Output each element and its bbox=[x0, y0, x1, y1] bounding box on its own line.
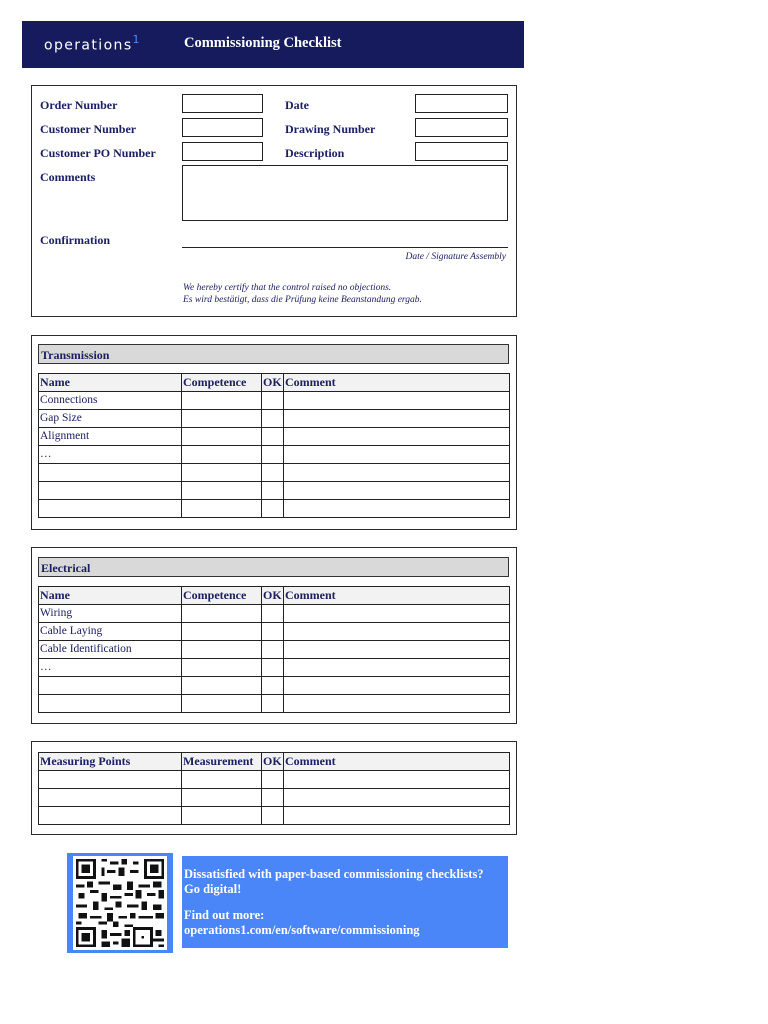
electrical-panel bbox=[31, 547, 517, 724]
header-banner bbox=[22, 21, 524, 68]
table-row bbox=[39, 428, 510, 446]
customer-number-label: Customer Number bbox=[40, 122, 137, 136]
order-number-field[interactable] bbox=[182, 94, 263, 113]
ok-cell[interactable] bbox=[262, 428, 284, 446]
promo-line-2: Go digital! bbox=[184, 882, 242, 896]
comment-cell[interactable] bbox=[284, 446, 510, 464]
ok-cell[interactable] bbox=[262, 807, 284, 825]
row-name-cell[interactable]: Connections bbox=[39, 392, 182, 410]
promo-link[interactable]: operations1.com/en/software/commissioning bbox=[184, 923, 420, 937]
comment-cell[interactable] bbox=[284, 641, 510, 659]
promo-line-3: Find out more: bbox=[184, 908, 265, 922]
certify-text-en: We hereby certify that the control raised no objections. bbox=[183, 283, 392, 293]
comments-field[interactable] bbox=[182, 165, 508, 221]
comment-cell[interactable] bbox=[284, 464, 510, 482]
table-row bbox=[39, 392, 510, 410]
customer-po-label: Customer PO Number bbox=[40, 146, 156, 160]
ok-cell[interactable] bbox=[262, 410, 284, 428]
ok-cell[interactable] bbox=[262, 771, 284, 789]
qr-code-icon bbox=[71, 856, 169, 950]
ok-cell[interactable] bbox=[262, 677, 284, 695]
table-row bbox=[39, 623, 510, 641]
column-header: Measurement bbox=[182, 753, 262, 771]
promo-line-1: Dissatisfied with paper-based commissioning checklists? bbox=[184, 867, 484, 881]
comment-cell[interactable] bbox=[284, 428, 510, 446]
ok-cell[interactable] bbox=[262, 605, 284, 623]
row-name-cell[interactable] bbox=[39, 695, 182, 713]
comment-cell[interactable] bbox=[284, 392, 510, 410]
table-header-row bbox=[39, 587, 510, 605]
table-row bbox=[39, 659, 510, 677]
competence-cell[interactable] bbox=[182, 464, 262, 482]
order-number-label: Order Number bbox=[40, 98, 118, 112]
signature-caption: Date / Signature Assembly bbox=[405, 252, 506, 262]
row-name-cell[interactable]: Alignment bbox=[39, 428, 182, 446]
comment-cell[interactable] bbox=[284, 659, 510, 677]
competence-cell[interactable] bbox=[182, 623, 262, 641]
comment-cell[interactable] bbox=[284, 482, 510, 500]
measuring-table bbox=[38, 752, 510, 825]
logo bbox=[44, 34, 140, 54]
row-name-cell[interactable] bbox=[39, 789, 182, 807]
comment-cell[interactable] bbox=[284, 789, 510, 807]
column-header: Competence bbox=[182, 587, 262, 605]
competence-cell[interactable] bbox=[182, 771, 262, 789]
ok-cell[interactable] bbox=[262, 464, 284, 482]
logo-superscript: 1 bbox=[132, 33, 140, 46]
comment-cell[interactable] bbox=[284, 695, 510, 713]
column-header: OK bbox=[262, 374, 284, 392]
comment-cell[interactable] bbox=[284, 807, 510, 825]
column-header: OK bbox=[262, 587, 284, 605]
row-name-cell[interactable]: Gap Size bbox=[39, 410, 182, 428]
competence-cell[interactable] bbox=[182, 410, 262, 428]
competence-cell[interactable] bbox=[182, 641, 262, 659]
ok-cell[interactable] bbox=[262, 641, 284, 659]
column-header: Name bbox=[39, 374, 182, 392]
table-row bbox=[39, 789, 510, 807]
comment-cell[interactable] bbox=[284, 605, 510, 623]
competence-cell[interactable] bbox=[182, 392, 262, 410]
row-name-cell[interactable] bbox=[39, 500, 182, 518]
competence-cell[interactable] bbox=[182, 500, 262, 518]
ok-cell[interactable] bbox=[262, 500, 284, 518]
column-header: Comment bbox=[284, 753, 510, 771]
table-row bbox=[39, 500, 510, 518]
table-row bbox=[39, 605, 510, 623]
ok-cell[interactable] bbox=[262, 482, 284, 500]
measuring-panel bbox=[31, 741, 517, 835]
table-row bbox=[39, 482, 510, 500]
ok-cell[interactable] bbox=[262, 446, 284, 464]
competence-cell[interactable] bbox=[182, 605, 262, 623]
customer-po-field[interactable] bbox=[182, 142, 263, 161]
signature-line[interactable] bbox=[182, 247, 508, 248]
competence-cell[interactable] bbox=[182, 789, 262, 807]
row-name-cell[interactable]: … bbox=[39, 446, 182, 464]
table-row bbox=[39, 677, 510, 695]
column-header: Competence bbox=[182, 374, 262, 392]
row-name-cell[interactable] bbox=[39, 464, 182, 482]
table-row bbox=[39, 446, 510, 464]
date-field[interactable] bbox=[415, 94, 508, 113]
confirmation-label: Confirmation bbox=[40, 233, 110, 247]
row-name-cell[interactable] bbox=[39, 677, 182, 695]
column-header: Comment bbox=[284, 374, 510, 392]
column-header: Comment bbox=[284, 587, 510, 605]
column-header: Measuring Points bbox=[39, 753, 182, 771]
drawing-number-label: Drawing Number bbox=[285, 122, 376, 136]
row-name-cell[interactable] bbox=[39, 482, 182, 500]
table-row bbox=[39, 464, 510, 482]
row-name-cell[interactable]: Wiring bbox=[39, 605, 182, 623]
comment-cell[interactable] bbox=[284, 500, 510, 518]
comment-cell[interactable] bbox=[284, 771, 510, 789]
comment-cell[interactable] bbox=[284, 410, 510, 428]
page-title: Commissioning Checklist bbox=[184, 35, 342, 51]
table-header-row bbox=[39, 753, 510, 771]
electrical-table bbox=[38, 586, 510, 713]
description-field[interactable] bbox=[415, 142, 508, 161]
ok-cell[interactable] bbox=[262, 623, 284, 641]
table-row bbox=[39, 410, 510, 428]
transmission-header: Transmission bbox=[38, 344, 509, 364]
electrical-header: Electrical bbox=[38, 557, 509, 577]
table-row bbox=[39, 641, 510, 659]
competence-cell[interactable] bbox=[182, 807, 262, 825]
competence-cell[interactable] bbox=[182, 446, 262, 464]
row-name-cell[interactable]: Cable Identification bbox=[39, 641, 182, 659]
comments-label: Comments bbox=[40, 170, 96, 184]
transmission-table bbox=[38, 373, 510, 518]
ok-cell[interactable] bbox=[262, 659, 284, 677]
logo-text: operations bbox=[44, 37, 133, 54]
ok-cell[interactable] bbox=[262, 695, 284, 713]
qr-code-frame[interactable] bbox=[67, 853, 173, 953]
competence-cell[interactable] bbox=[182, 428, 262, 446]
table-row bbox=[39, 771, 510, 789]
ok-cell[interactable] bbox=[262, 789, 284, 807]
order-info-panel bbox=[31, 85, 517, 317]
ok-cell[interactable] bbox=[262, 392, 284, 410]
competence-cell[interactable] bbox=[182, 677, 262, 695]
customer-number-field[interactable] bbox=[182, 118, 263, 137]
table-row bbox=[39, 695, 510, 713]
row-name-cell[interactable]: Cable Laying bbox=[39, 623, 182, 641]
description-label: Description bbox=[285, 146, 345, 160]
row-name-cell[interactable]: … bbox=[39, 659, 182, 677]
competence-cell[interactable] bbox=[182, 482, 262, 500]
table-header-row bbox=[39, 374, 510, 392]
certify-text-de: Es wird bestätigt, dass die Prüfung keine Beanstandung ergab. bbox=[183, 295, 422, 305]
transmission-panel bbox=[31, 335, 517, 530]
competence-cell[interactable] bbox=[182, 695, 262, 713]
competence-cell[interactable] bbox=[182, 659, 262, 677]
column-header: OK bbox=[262, 753, 284, 771]
row-name-cell[interactable] bbox=[39, 807, 182, 825]
table-row bbox=[39, 807, 510, 825]
row-name-cell[interactable] bbox=[39, 771, 182, 789]
promo-box[interactable] bbox=[182, 856, 508, 948]
comment-cell[interactable] bbox=[284, 677, 510, 695]
date-label: Date bbox=[285, 98, 309, 112]
column-header: Name bbox=[39, 587, 182, 605]
comment-cell[interactable] bbox=[284, 623, 510, 641]
drawing-number-field[interactable] bbox=[415, 118, 508, 137]
